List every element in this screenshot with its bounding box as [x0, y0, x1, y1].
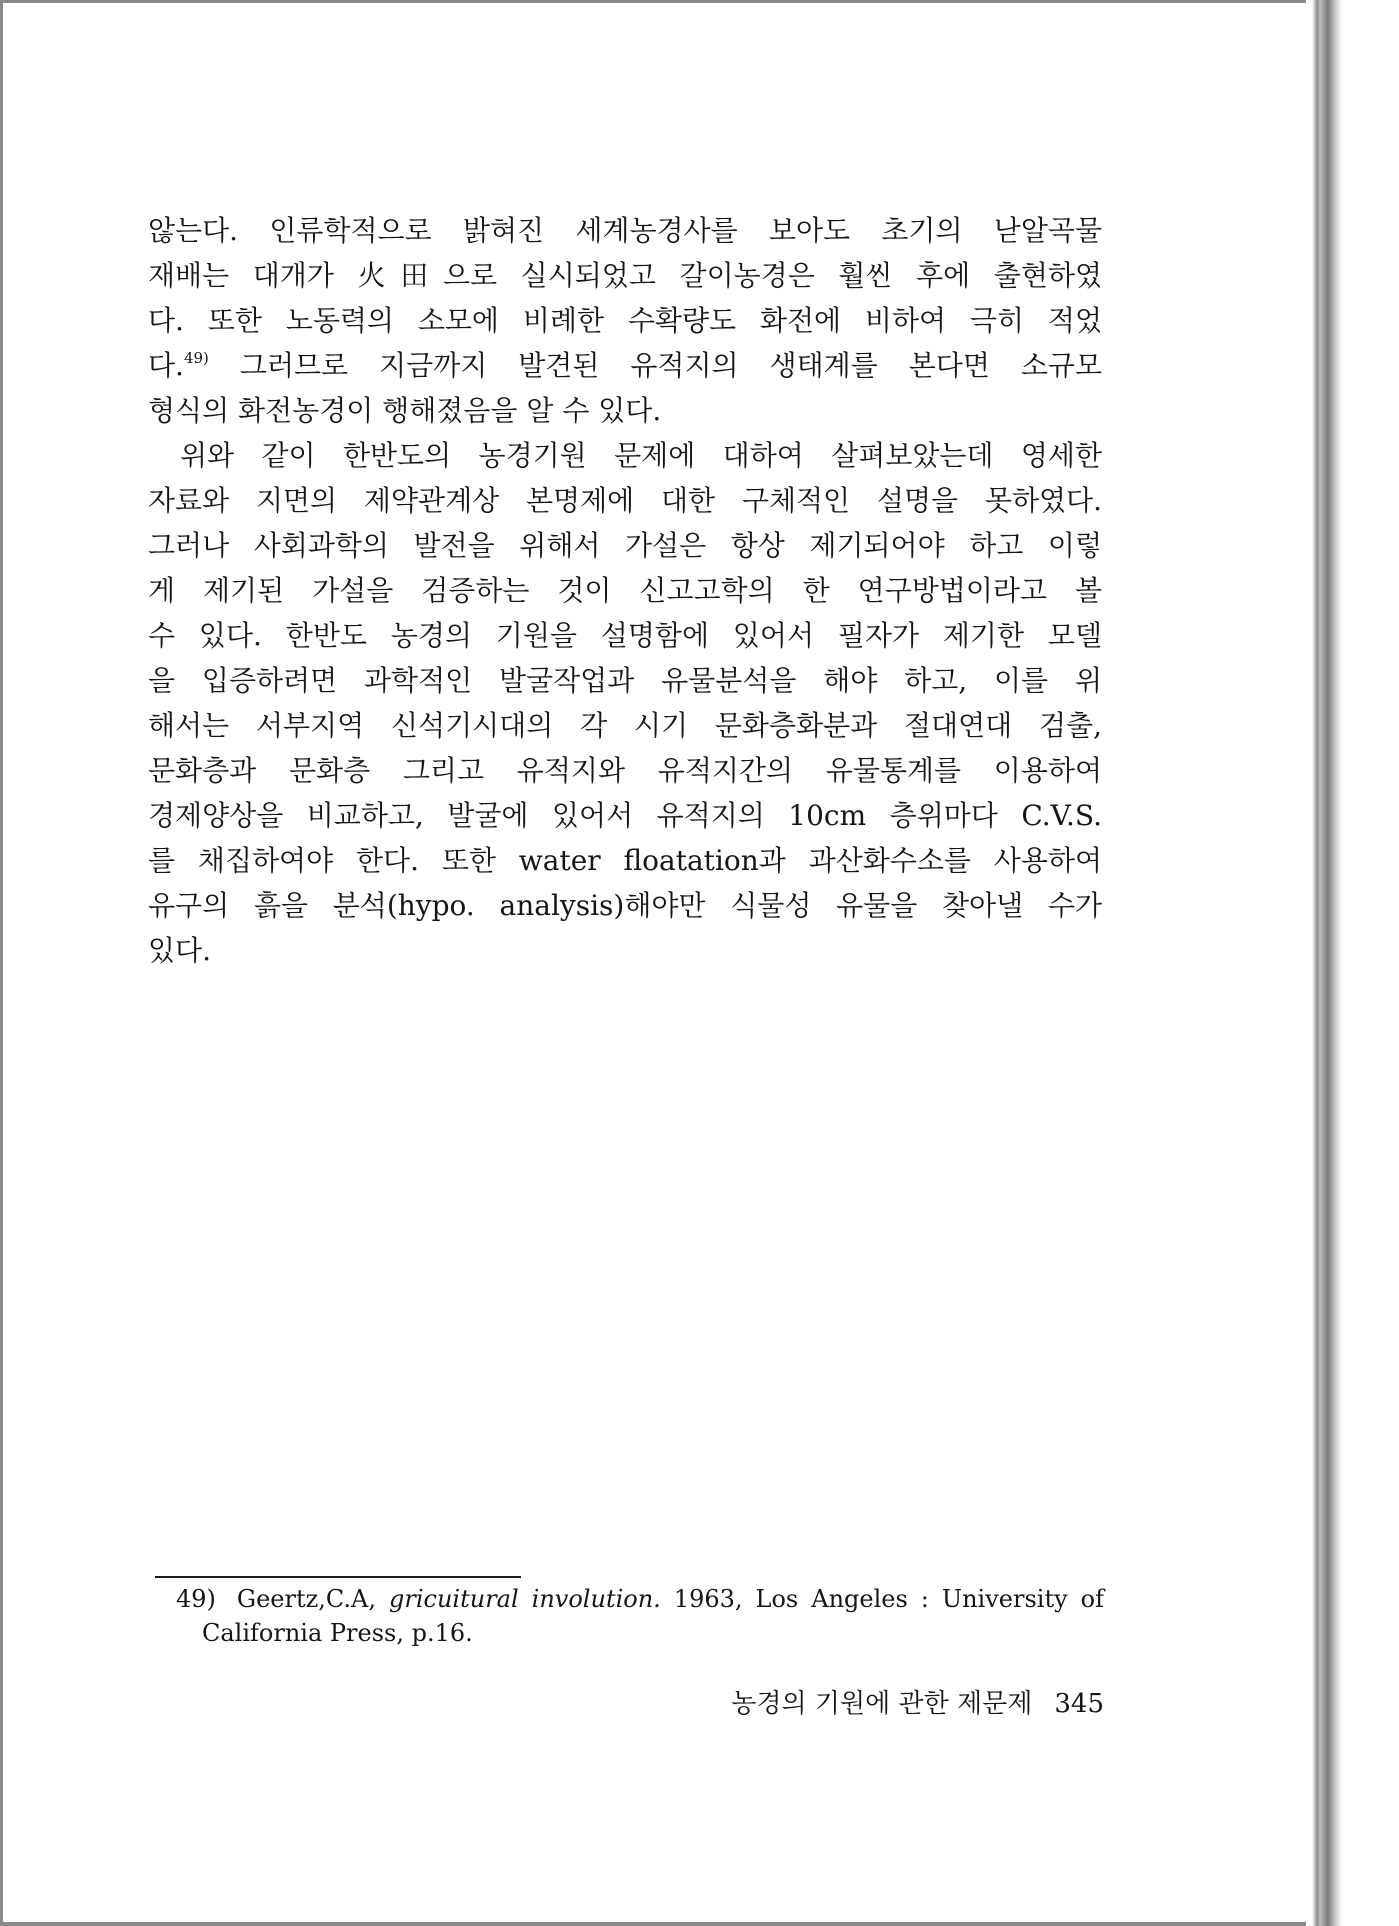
footnote-number: 49): [176, 1585, 216, 1613]
text-line: 않는다. 인류학적으로 밝혀진 세계농경사를 보아도 초기의 낟알곡물: [148, 214, 1102, 247]
text-line: 재배는 대개가 火田으로 실시되었고 갈이농경은 훨씬 후에 출현하였: [148, 259, 1102, 292]
page-number: 345: [1054, 1689, 1104, 1719]
text-line: 있다.: [148, 934, 211, 967]
footnote-title: gricuitural involution.: [389, 1585, 661, 1613]
text-line: 다. 또한 노동력의 소모에 비례한 수확량도 화전에 비하여 극히 적었: [148, 304, 1102, 337]
footnote: [176, 1582, 1104, 1650]
text-line: 게 제기된 가설을 검증하는 것이 신고고학의 한 연구방법이라고 볼: [148, 574, 1102, 607]
text-line: 수 있다. 한반도 농경의 기원을 설명함에 있어서 필자가 제기한 모델: [148, 619, 1102, 652]
text-line: 위와 같이 한반도의 농경기원 문제에 대하여 살펴보았는데 영세한: [180, 439, 1102, 472]
scan-border-bottom: [0, 1922, 1320, 1926]
text-line-with-footnote-ref: [148, 343, 1102, 388]
page-binding-edge: [1306, 0, 1399, 1926]
footnote-line: [176, 1582, 1104, 1616]
line-prefix: 다.: [148, 349, 184, 382]
scan-border-top: [0, 0, 1320, 3]
footnote-details: 1963, Los Angeles : University of: [673, 1585, 1104, 1613]
body-text: [148, 208, 1102, 973]
footnote-author: Geertz,C.A,: [236, 1585, 376, 1613]
text-line: 문화층과 문화층 그리고 유적지와 유적지간의 유물통계를 이용하여: [148, 754, 1102, 787]
running-title: 농경의 기원에 관한 제문제: [731, 1689, 1033, 1719]
footnote-reference: 49): [183, 349, 209, 367]
text-line: 해서는 서부지역 신석기시대의 각 시기 문화층화분과 절대연대 검출,: [148, 709, 1102, 742]
line-rest: 그러므로 지금까지 발견된 유적지의 생태계를 본다면 소규모: [239, 349, 1102, 382]
text-line: 를 채집하여야 한다. 또한 water floatation과 과산화수소를 사용하여: [148, 844, 1102, 877]
text-line: 자료와 지면의 제약관계상 본명제에 대한 구체적인 설명을 못하였다.: [148, 484, 1102, 517]
text-line: 그러나 사회과학의 발전을 위해서 가설은 항상 제기되어야 하고 이렇: [148, 529, 1102, 562]
text-line: 유구의 흙을 분석(hypo. analysis)해야만 식물성 유물을 찾아낼 수가: [148, 889, 1102, 922]
running-footer: [700, 1684, 1104, 1724]
text-line: 을 입증하려면 과학적인 발굴작업과 유물분석을 해야 하고, 이를 위: [148, 664, 1102, 697]
text-line: 형식의 화전농경이 행해졌음을 알 수 있다.: [148, 394, 662, 427]
footnote-separator: [155, 1576, 521, 1578]
text-line: 경제양상을 비교하고, 발굴에 있어서 유적지의 10cm 층위마다 C.V.S.: [148, 799, 1102, 832]
scan-border-left: [0, 0, 3, 1926]
footnote-line: California Press, p.16.: [202, 1619, 473, 1647]
